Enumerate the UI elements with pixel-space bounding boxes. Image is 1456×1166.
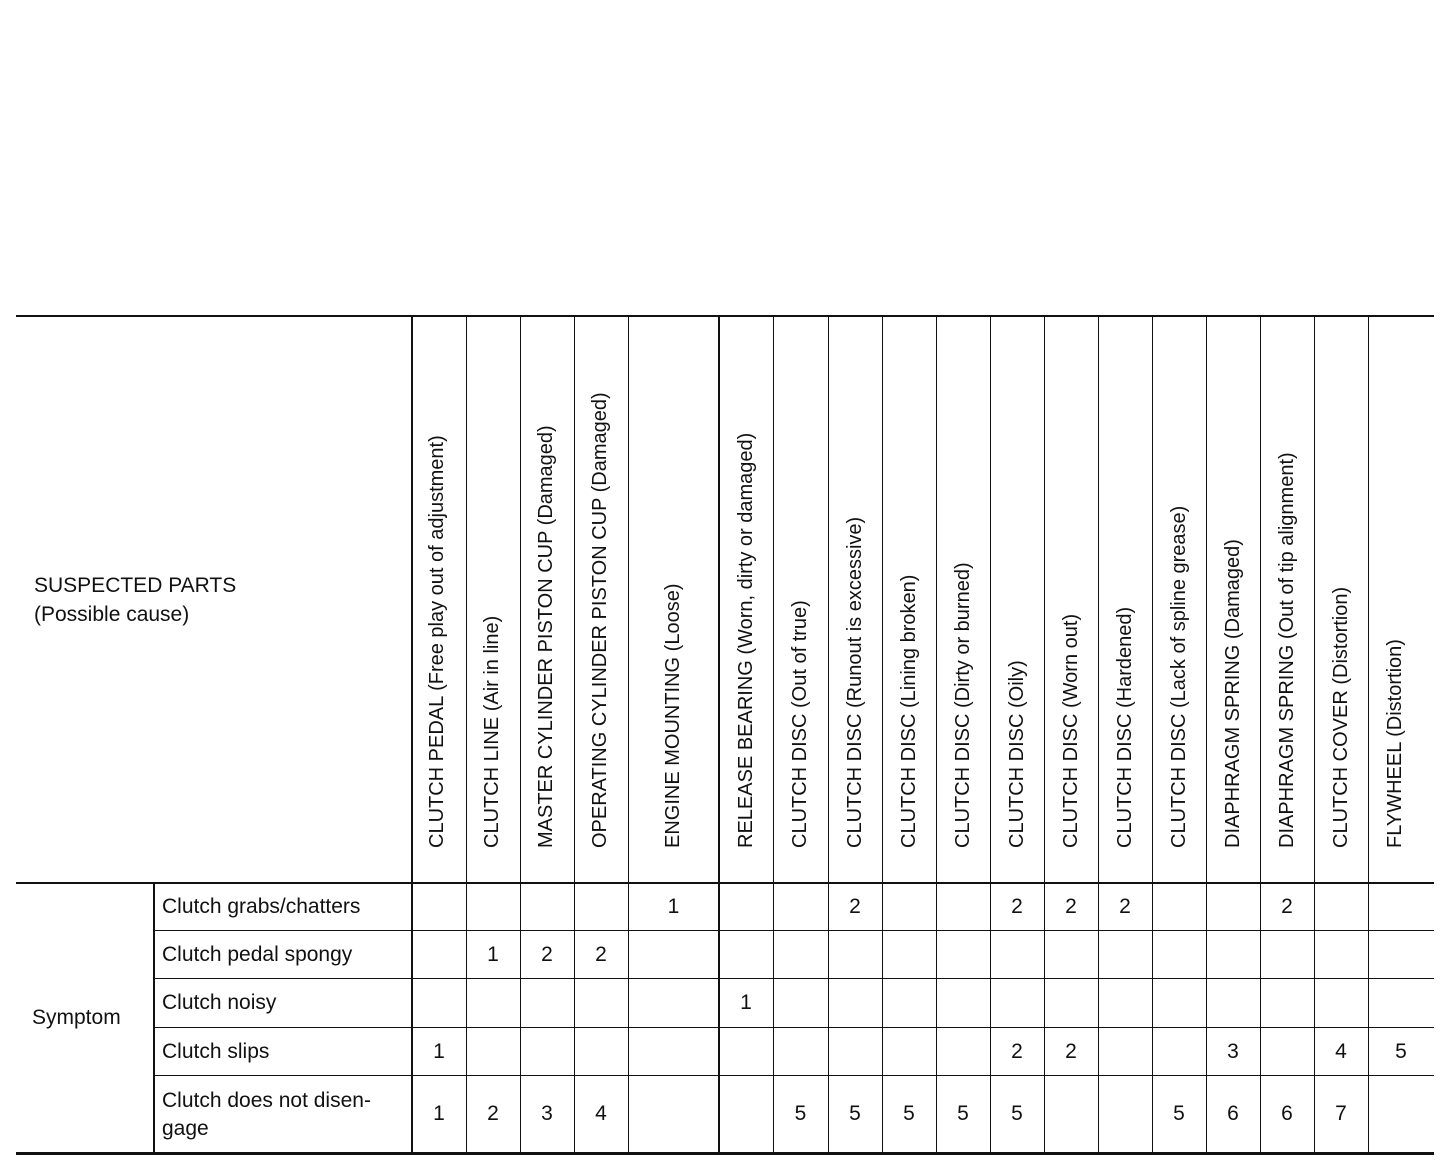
symptom-label: Symptom — [32, 1006, 121, 1029]
table-cell — [628, 1076, 719, 1152]
table-cell — [574, 1028, 628, 1075]
table-cell: 2 — [1065, 1040, 1077, 1063]
table-cell — [828, 931, 882, 978]
table-cell — [1314, 884, 1368, 930]
table-cell: 6 — [1227, 1102, 1239, 1125]
table-cell — [466, 884, 520, 930]
table-cell — [1152, 884, 1206, 930]
heading-title: SUSPECTED PARTS — [34, 574, 237, 597]
table-cell — [936, 884, 990, 930]
table-cell — [1152, 931, 1206, 978]
table-cell — [990, 931, 1044, 978]
table-cell — [719, 884, 773, 930]
table-cell: 1 — [433, 1040, 445, 1063]
table-cell: 1 — [740, 991, 752, 1014]
table-cell: 6 — [1281, 1102, 1293, 1125]
table-cell: 1 — [667, 895, 680, 918]
table-cell — [1260, 1028, 1314, 1075]
table-cell — [719, 1028, 773, 1075]
table-cell: 2 — [1119, 895, 1131, 918]
table-cell — [628, 979, 719, 1027]
table-cell: 4 — [595, 1102, 607, 1125]
table-top-border — [16, 315, 1434, 317]
table-cell — [882, 884, 936, 930]
table-cell — [1098, 931, 1152, 978]
table-cell: 2 — [1281, 895, 1293, 918]
table-cell: 5 — [957, 1102, 969, 1125]
table-cell: 2 — [487, 1102, 499, 1125]
table-cell: 2 — [1011, 895, 1023, 918]
row-label-slips: Clutch slips — [162, 1040, 270, 1063]
table-cell — [1044, 931, 1098, 978]
table-cell — [1152, 1028, 1206, 1075]
row-label-noisy: Clutch noisy — [162, 991, 277, 1014]
table-cell — [412, 931, 466, 978]
table-cell: 5 — [903, 1102, 915, 1125]
table-cell — [773, 1028, 828, 1075]
table-cell — [719, 1076, 773, 1152]
table-cell — [466, 979, 520, 1027]
table-cell — [773, 979, 828, 1027]
table-cell — [1368, 884, 1434, 930]
table-cell — [773, 931, 828, 978]
table-cell: 5 — [794, 1102, 807, 1125]
row-label-disengage — [162, 1087, 371, 1143]
table-cell — [1260, 931, 1314, 978]
table-cell — [719, 931, 773, 978]
table-cell — [1206, 884, 1260, 930]
table-cell — [412, 979, 466, 1027]
table-cell — [628, 931, 719, 978]
table-cell: 5 — [849, 1102, 861, 1125]
table-cell — [882, 931, 936, 978]
table-cell: 2 — [849, 895, 861, 918]
table-cell: 2 — [595, 943, 607, 966]
table-cell — [1368, 1076, 1434, 1152]
table-cell — [1098, 979, 1152, 1027]
table-cell — [828, 979, 882, 1027]
table-cell — [828, 1028, 882, 1075]
table-cell: 1 — [487, 943, 499, 966]
table-cell: 1 — [433, 1102, 445, 1125]
table-cell — [936, 931, 990, 978]
table-cell — [1314, 979, 1368, 1027]
table-cell: 5 — [1395, 1040, 1407, 1063]
table-cell — [412, 884, 466, 930]
table-cell — [520, 1028, 574, 1075]
table-cell: 7 — [1335, 1102, 1347, 1125]
table-cell: 4 — [1335, 1040, 1347, 1063]
table-cell — [1368, 979, 1434, 1027]
table-cell — [1098, 1028, 1152, 1075]
table-cell — [1314, 931, 1368, 978]
suspected-parts-heading — [34, 571, 236, 629]
table-cell — [936, 979, 990, 1027]
table-cell — [1098, 1076, 1152, 1152]
table-cell — [520, 884, 574, 930]
row-label-disengage-line2: gage — [162, 1117, 209, 1140]
table-cell: 5 — [1173, 1102, 1185, 1125]
table-bottom-border — [16, 1152, 1434, 1155]
table-cell — [1044, 1076, 1098, 1152]
table-cell: 2 — [541, 943, 553, 966]
table-cell — [574, 884, 628, 930]
table-cell — [936, 1028, 990, 1075]
row-label-spongy: Clutch pedal spongy — [162, 943, 353, 966]
symptom-column-divider — [153, 882, 155, 1154]
table-cell — [882, 1028, 936, 1075]
row-label-disengage-line1: Clutch does not disen- — [162, 1089, 371, 1112]
table-cell — [1044, 979, 1098, 1027]
table-cell — [882, 979, 936, 1027]
table-cell — [990, 979, 1044, 1027]
table-cell: 2 — [1011, 1040, 1023, 1063]
table-cell: 3 — [541, 1102, 553, 1125]
table-cell — [1152, 979, 1206, 1027]
table-cell — [628, 1028, 719, 1075]
heading-subtitle: (Possible cause) — [34, 603, 190, 626]
table-cell — [466, 1028, 520, 1075]
table-cell — [773, 884, 828, 930]
table-cell — [1206, 931, 1260, 978]
table-cell — [574, 979, 628, 1027]
table-cell — [1368, 931, 1434, 978]
row-label-grabs: Clutch grabs/chatters — [162, 895, 361, 918]
table-cell: 3 — [1227, 1040, 1239, 1063]
table-cell — [520, 979, 574, 1027]
table-cell: 2 — [1065, 895, 1077, 918]
table-cell: 5 — [1011, 1102, 1023, 1125]
table-cell — [1206, 979, 1260, 1027]
table-cell — [1260, 979, 1314, 1027]
